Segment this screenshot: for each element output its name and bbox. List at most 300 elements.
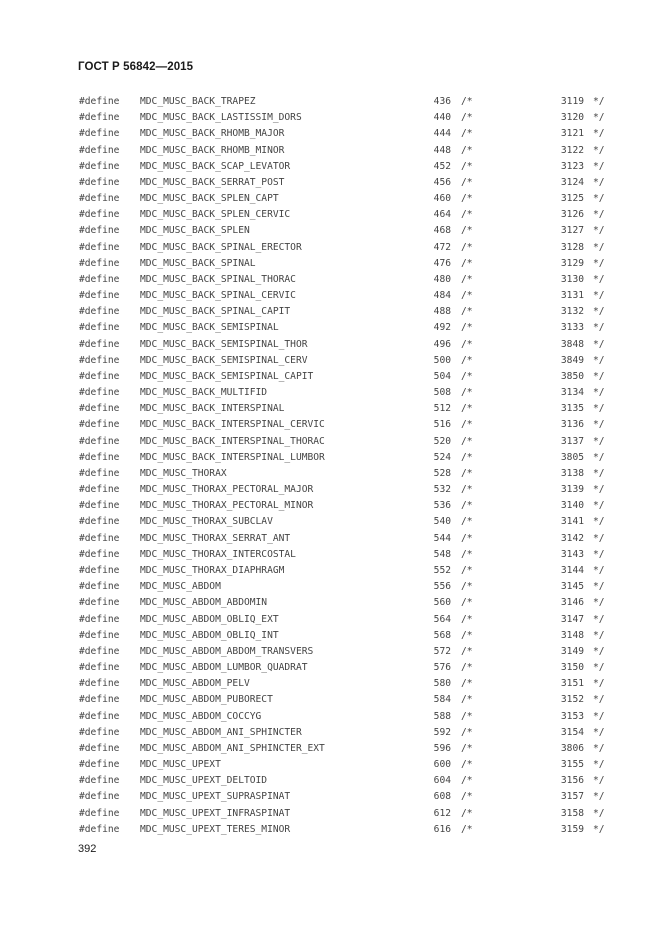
comment-open: /* — [461, 273, 473, 285]
comment-open: /* — [461, 807, 473, 819]
define-keyword: #define — [79, 370, 120, 382]
define-row — [0, 274, 661, 290]
define-keyword: #define — [79, 597, 120, 609]
macro-value: 512 — [433, 403, 451, 415]
macro-value: 608 — [433, 791, 451, 803]
comment-close: */ — [593, 645, 605, 657]
define-keyword: #define — [79, 176, 120, 188]
macro-value: 520 — [433, 435, 451, 447]
comment-close: */ — [593, 435, 605, 447]
comment-open: /* — [461, 613, 473, 625]
macro-name: MDC_MUSC_ABDOM_OBLIQ_EXT — [140, 613, 279, 625]
macro-value: 472 — [433, 241, 451, 253]
comment-open: /* — [461, 694, 473, 706]
macro-value: 592 — [433, 726, 451, 738]
comment-open: /* — [461, 645, 473, 657]
macro-value: 552 — [433, 564, 451, 576]
comment-open: /* — [461, 306, 473, 318]
comment-open: /* — [461, 435, 473, 447]
macro-name: MDC_MUSC_BACK_INTERSPINAL_LUMBOR — [140, 451, 325, 463]
macro-value: 440 — [433, 112, 451, 124]
macro-value: 588 — [433, 710, 451, 722]
term-code: 3147 — [560, 613, 584, 625]
define-keyword: #define — [79, 160, 120, 172]
macro-name: MDC_MUSC_BACK_TRAPEZ — [140, 96, 256, 107]
macro-name: MDC_MUSC_ABDOM_COCCYG — [140, 710, 262, 722]
macro-value: 516 — [433, 419, 451, 431]
macro-name: MDC_MUSC_THORAX_PECTORAL_MAJOR — [140, 484, 314, 496]
define-row — [0, 161, 661, 177]
comment-close: */ — [593, 354, 605, 366]
define-row — [0, 533, 661, 549]
define-keyword: #define — [79, 775, 120, 787]
comment-open: /* — [461, 532, 473, 544]
term-code: 3133 — [560, 322, 584, 334]
comment-close: */ — [593, 322, 605, 334]
comment-close: */ — [593, 678, 605, 690]
comment-open: /* — [461, 629, 473, 641]
define-keyword: #define — [79, 257, 120, 269]
macro-name: MDC_MUSC_ABDOM_ABDOMIN — [140, 597, 268, 609]
comment-close: */ — [593, 160, 605, 172]
comment-close: */ — [593, 128, 605, 140]
define-keyword: #define — [79, 290, 120, 302]
macro-name: MDC_MUSC_BACK_SEMISPINAL_CAPIT — [140, 370, 314, 382]
comment-close: */ — [593, 710, 605, 722]
define-row — [0, 500, 661, 516]
macro-name: MDC_MUSC_BACK_SPINAL_CAPIT — [140, 306, 291, 318]
macro-value: 480 — [433, 273, 451, 285]
macro-name: MDC_MUSC_BACK_INTERSPINAL_CERVIC — [140, 419, 325, 431]
term-code: 3848 — [560, 338, 584, 350]
comment-open: /* — [461, 823, 473, 835]
term-code: 3126 — [560, 209, 584, 221]
term-code: 3806 — [560, 742, 584, 754]
define-row — [0, 403, 661, 419]
define-row — [0, 565, 661, 581]
macro-name: MDC_MUSC_BACK_SEMISPINAL_THOR — [140, 338, 308, 350]
define-keyword: #define — [79, 807, 120, 819]
define-keyword: #define — [79, 564, 120, 576]
comment-open: /* — [461, 209, 473, 221]
define-row — [0, 128, 661, 144]
define-row — [0, 371, 661, 387]
define-keyword: #define — [79, 484, 120, 496]
macro-name: MDC_MUSC_ABDOM_OBLIQ_INT — [140, 629, 279, 641]
comment-close: */ — [593, 532, 605, 544]
comment-open: /* — [461, 791, 473, 803]
comment-close: */ — [593, 370, 605, 382]
comment-close: */ — [593, 775, 605, 787]
term-code: 3139 — [560, 484, 584, 496]
comment-close: */ — [593, 193, 605, 205]
macro-name: MDC_MUSC_THORAX_INTERCOSTAL — [140, 548, 296, 560]
macro-name: MDC_MUSC_BACK_SPINAL_THORAC — [140, 273, 296, 285]
term-code: 3805 — [560, 451, 584, 463]
comment-open: /* — [461, 775, 473, 787]
define-row — [0, 484, 661, 500]
comment-open: /* — [461, 290, 473, 302]
define-row — [0, 339, 661, 355]
macro-name: MDC_MUSC_BACK_SPINAL_ERECTOR — [140, 241, 302, 253]
define-row — [0, 516, 661, 532]
comment-close: */ — [593, 419, 605, 431]
define-keyword: #define — [79, 306, 120, 318]
macro-name: MDC_MUSC_UPEXT_INFRASPINAT — [140, 807, 291, 819]
define-row — [0, 355, 661, 371]
macro-value: 444 — [433, 128, 451, 140]
define-keyword: #define — [79, 759, 120, 771]
comment-open: /* — [461, 500, 473, 512]
term-code: 3152 — [560, 694, 584, 706]
macro-value: 452 — [433, 160, 451, 172]
comment-open: /* — [461, 160, 473, 172]
macro-name: MDC_MUSC_UPEXT_SUPRASPINAT — [140, 791, 291, 803]
comment-open: /* — [461, 419, 473, 431]
define-row — [0, 225, 661, 241]
comment-open: /* — [461, 354, 473, 366]
term-code: 3850 — [560, 370, 584, 382]
define-row — [0, 614, 661, 630]
comment-close: */ — [593, 176, 605, 188]
macro-name: MDC_MUSC_UPEXT_TERES_MINOR — [140, 823, 291, 835]
define-keyword: #define — [79, 112, 120, 124]
comment-close: */ — [593, 209, 605, 221]
macro-value: 576 — [433, 662, 451, 674]
define-row — [0, 549, 661, 565]
comment-close: */ — [593, 726, 605, 738]
define-keyword: #define — [79, 322, 120, 334]
term-code: 3120 — [560, 112, 584, 124]
macro-value: 536 — [433, 500, 451, 512]
macro-name: MDC_MUSC_ABDOM_PUBORECT — [140, 694, 273, 706]
term-code: 3149 — [560, 645, 584, 657]
term-code: 3158 — [560, 807, 584, 819]
macro-name: MDC_MUSC_UPEXT — [140, 759, 221, 771]
macro-name: MDC_MUSC_BACK_SEMISPINAL — [140, 322, 279, 334]
comment-close: */ — [593, 467, 605, 479]
macro-name: MDC_MUSC_ABDOM_ANI_SPHINCTER_EXT — [140, 742, 325, 754]
macro-value: 584 — [433, 694, 451, 706]
macro-name: MDC_MUSC_UPEXT_DELTOID — [140, 775, 268, 787]
define-keyword: #define — [79, 128, 120, 140]
term-code: 3122 — [560, 144, 584, 156]
define-keyword: #define — [79, 613, 120, 625]
macro-name: MDC_MUSC_THORAX_PECTORAL_MINOR — [140, 500, 314, 512]
comment-open: /* — [461, 370, 473, 382]
define-row — [0, 743, 661, 759]
comment-open: /* — [461, 128, 473, 140]
macro-name: MDC_MUSC_THORAX_SERRAT_ANT — [140, 532, 291, 544]
define-keyword: #define — [79, 791, 120, 803]
macro-value: 468 — [433, 225, 451, 237]
term-code: 3124 — [560, 176, 584, 188]
macro-value: 488 — [433, 306, 451, 318]
macro-value: 580 — [433, 678, 451, 690]
comment-close: */ — [593, 451, 605, 463]
define-row — [0, 646, 661, 662]
term-code: 3131 — [560, 290, 584, 302]
comment-open: /* — [461, 176, 473, 188]
comment-open: /* — [461, 144, 473, 156]
define-row — [0, 468, 661, 484]
term-code: 3140 — [560, 500, 584, 512]
comment-open: /* — [461, 403, 473, 415]
macro-value: 544 — [433, 532, 451, 544]
term-code: 3123 — [560, 160, 584, 172]
macro-name: MDC_MUSC_BACK_SCAP_LEVATOR — [140, 160, 291, 172]
macro-value: 564 — [433, 613, 451, 625]
macro-value: 448 — [433, 144, 451, 156]
comment-open: /* — [461, 338, 473, 350]
comment-close: */ — [593, 144, 605, 156]
term-code: 3127 — [560, 225, 584, 237]
define-listing — [0, 96, 661, 840]
macro-name: MDC_MUSC_ABDOM — [140, 581, 221, 593]
macro-value: 596 — [433, 742, 451, 754]
define-keyword: #define — [79, 403, 120, 415]
term-code: 3125 — [560, 193, 584, 205]
macro-value: 528 — [433, 467, 451, 479]
term-code: 3137 — [560, 435, 584, 447]
macro-name: MDC_MUSC_THORAX_DIAPHRAGM — [140, 564, 285, 576]
term-code: 3144 — [560, 564, 584, 576]
macro-value: 600 — [433, 759, 451, 771]
term-code: 3132 — [560, 306, 584, 318]
comment-close: */ — [593, 387, 605, 399]
define-keyword: #define — [79, 435, 120, 447]
term-code: 3130 — [560, 273, 584, 285]
comment-close: */ — [593, 613, 605, 625]
comment-open: /* — [461, 742, 473, 754]
define-keyword: #define — [79, 419, 120, 431]
define-row — [0, 678, 661, 694]
define-row — [0, 242, 661, 258]
define-row — [0, 258, 661, 274]
term-code: 3157 — [560, 791, 584, 803]
define-keyword: #define — [79, 144, 120, 156]
macro-value: 560 — [433, 597, 451, 609]
macro-value: 540 — [433, 516, 451, 528]
define-keyword: #define — [79, 742, 120, 754]
macro-value: 464 — [433, 209, 451, 221]
define-keyword: #define — [79, 532, 120, 544]
define-row — [0, 145, 661, 161]
define-keyword: #define — [79, 338, 120, 350]
comment-close: */ — [593, 694, 605, 706]
macro-value: 532 — [433, 484, 451, 496]
comment-close: */ — [593, 597, 605, 609]
comment-open: /* — [461, 484, 473, 496]
term-code: 3119 — [560, 96, 584, 107]
comment-open: /* — [461, 241, 473, 253]
define-keyword: #define — [79, 193, 120, 205]
define-keyword: #define — [79, 273, 120, 285]
define-keyword: #define — [79, 694, 120, 706]
define-keyword: #define — [79, 500, 120, 512]
define-row — [0, 452, 661, 468]
comment-open: /* — [461, 678, 473, 690]
define-row — [0, 808, 661, 824]
comment-close: */ — [593, 581, 605, 593]
term-code: 3849 — [560, 354, 584, 366]
term-code: 3142 — [560, 532, 584, 544]
define-row — [0, 96, 661, 112]
macro-value: 436 — [433, 96, 451, 107]
define-row — [0, 193, 661, 209]
comment-close: */ — [593, 548, 605, 560]
macro-value: 572 — [433, 645, 451, 657]
term-code: 3138 — [560, 467, 584, 479]
define-keyword: #define — [79, 726, 120, 738]
macro-name: MDC_MUSC_BACK_SPINAL_CERVIC — [140, 290, 296, 302]
comment-close: */ — [593, 403, 605, 415]
define-keyword: #define — [79, 467, 120, 479]
comment-close: */ — [593, 225, 605, 237]
comment-close: */ — [593, 338, 605, 350]
comment-close: */ — [593, 112, 605, 124]
comment-close: */ — [593, 273, 605, 285]
define-keyword: #define — [79, 678, 120, 690]
comment-close: */ — [593, 662, 605, 674]
comment-open: /* — [461, 322, 473, 334]
comment-open: /* — [461, 597, 473, 609]
define-keyword: #define — [79, 516, 120, 528]
comment-open: /* — [461, 581, 473, 593]
macro-name: MDC_MUSC_BACK_SPLEN_CERVIC — [140, 209, 291, 221]
macro-name: MDC_MUSC_THORAX_SUBCLAV — [140, 516, 273, 528]
comment-close: */ — [593, 516, 605, 528]
comment-close: */ — [593, 742, 605, 754]
macro-name: MDC_MUSC_BACK_INTERSPINAL_THORAC — [140, 435, 325, 447]
macro-value: 492 — [433, 322, 451, 334]
term-code: 3150 — [560, 662, 584, 674]
macro-name: MDC_MUSC_BACK_RHOMB_MAJOR — [140, 128, 285, 140]
comment-close: */ — [593, 500, 605, 512]
comment-open: /* — [461, 759, 473, 771]
term-code: 3156 — [560, 775, 584, 787]
comment-open: /* — [461, 516, 473, 528]
macro-name: MDC_MUSC_BACK_SEMISPINAL_CERV — [140, 354, 308, 366]
macro-value: 568 — [433, 629, 451, 641]
macro-name: MDC_MUSC_BACK_SPLEN_CAPT — [140, 193, 279, 205]
define-row — [0, 419, 661, 435]
macro-name: MDC_MUSC_BACK_LASTISSIM_DORS — [140, 112, 302, 124]
comment-close: */ — [593, 564, 605, 576]
define-keyword: #define — [79, 581, 120, 593]
comment-open: /* — [461, 257, 473, 269]
comment-close: */ — [593, 823, 605, 835]
comment-open: /* — [461, 387, 473, 399]
comment-close: */ — [593, 257, 605, 269]
term-code: 3145 — [560, 581, 584, 593]
comment-close: */ — [593, 807, 605, 819]
term-code: 3141 — [560, 516, 584, 528]
define-row — [0, 662, 661, 678]
define-keyword: #define — [79, 451, 120, 463]
comment-open: /* — [461, 467, 473, 479]
define-keyword: #define — [79, 629, 120, 641]
define-keyword: #define — [79, 241, 120, 253]
macro-name: MDC_MUSC_ABDOM_PELV — [140, 678, 250, 690]
define-row — [0, 209, 661, 225]
macro-name: MDC_MUSC_BACK_INTERSPINAL — [140, 403, 285, 415]
define-row — [0, 727, 661, 743]
define-row — [0, 791, 661, 807]
comment-open: /* — [461, 726, 473, 738]
term-code: 3128 — [560, 241, 584, 253]
macro-value: 524 — [433, 451, 451, 463]
term-code: 3153 — [560, 710, 584, 722]
define-keyword: #define — [79, 225, 120, 237]
macro-value: 548 — [433, 548, 451, 560]
comment-close: */ — [593, 241, 605, 253]
macro-value: 616 — [433, 823, 451, 835]
define-row — [0, 581, 661, 597]
macro-value: 460 — [433, 193, 451, 205]
define-row — [0, 711, 661, 727]
comment-open: /* — [461, 710, 473, 722]
macro-value: 612 — [433, 807, 451, 819]
macro-value: 476 — [433, 257, 451, 269]
define-keyword: #define — [79, 823, 120, 835]
define-row — [0, 630, 661, 646]
comment-open: /* — [461, 225, 473, 237]
term-code: 3146 — [560, 597, 584, 609]
term-code: 3134 — [560, 387, 584, 399]
page-number: 392 — [78, 843, 97, 855]
comment-open: /* — [461, 662, 473, 674]
comment-open: /* — [461, 564, 473, 576]
term-code: 3136 — [560, 419, 584, 431]
macro-name: MDC_MUSC_BACK_SPLEN — [140, 225, 250, 237]
macro-value: 496 — [433, 338, 451, 350]
comment-close: */ — [593, 484, 605, 496]
macro-name: MDC_MUSC_BACK_MULTIFID — [140, 387, 268, 399]
macro-name: MDC_MUSC_ABDOM_ABDOM_TRANSVERS — [140, 645, 314, 657]
macro-name: MDC_MUSC_BACK_SPINAL — [140, 257, 256, 269]
define-row — [0, 759, 661, 775]
define-keyword: #define — [79, 662, 120, 674]
define-row — [0, 322, 661, 338]
comment-close: */ — [593, 290, 605, 302]
comment-open: /* — [461, 96, 473, 107]
term-code: 3135 — [560, 403, 584, 415]
define-row — [0, 775, 661, 791]
term-code: 3143 — [560, 548, 584, 560]
term-code: 3148 — [560, 629, 584, 641]
define-keyword: #define — [79, 354, 120, 366]
comment-open: /* — [461, 112, 473, 124]
comment-close: */ — [593, 629, 605, 641]
macro-name: MDC_MUSC_THORAX — [140, 467, 227, 479]
macro-value: 500 — [433, 354, 451, 366]
term-code: 3151 — [560, 678, 584, 690]
macro-value: 504 — [433, 370, 451, 382]
define-row — [0, 290, 661, 306]
term-code: 3154 — [560, 726, 584, 738]
macro-value: 456 — [433, 176, 451, 188]
macro-value: 508 — [433, 387, 451, 399]
comment-open: /* — [461, 193, 473, 205]
define-keyword: #define — [79, 548, 120, 560]
define-keyword: #define — [79, 710, 120, 722]
document-header-title: ГОСТ Р 56842—2015 — [78, 61, 194, 73]
macro-name: MDC_MUSC_ABDOM_ANI_SPHINCTER — [140, 726, 302, 738]
comment-close: */ — [593, 96, 605, 107]
comment-close: */ — [593, 759, 605, 771]
define-row — [0, 824, 661, 840]
